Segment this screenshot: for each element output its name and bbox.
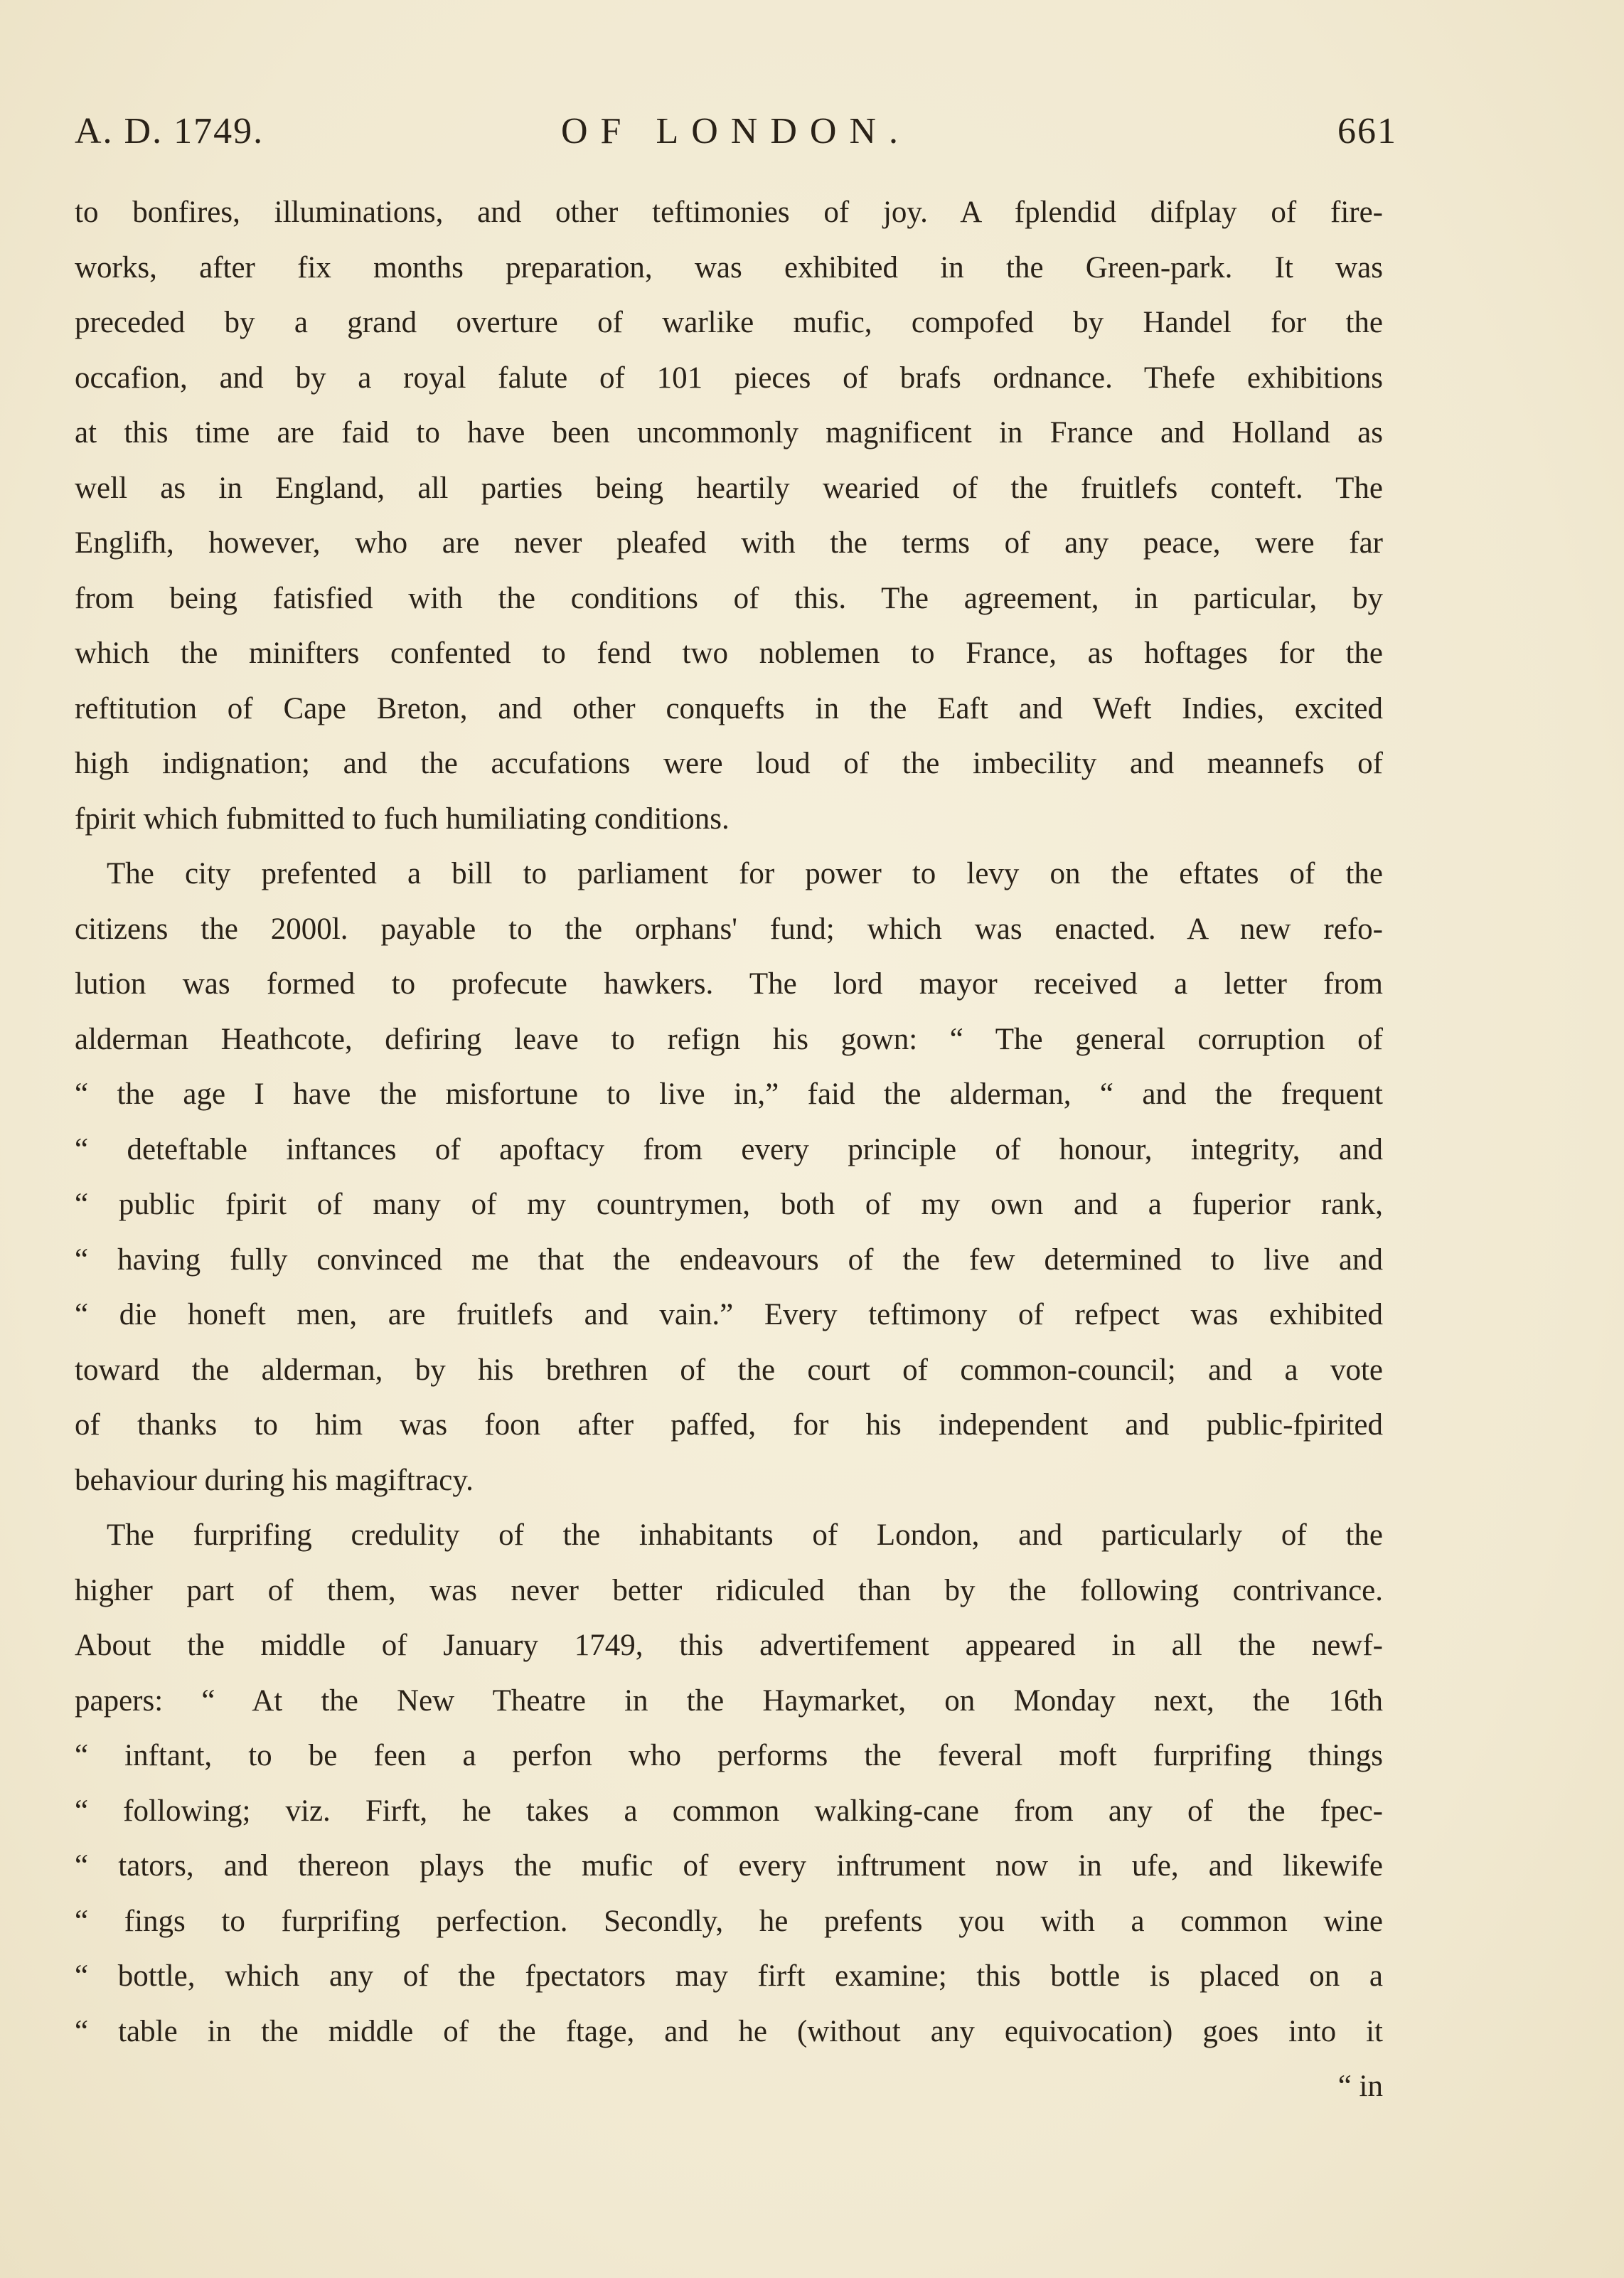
text-line: “ bottle, which any of the fpectators may firft examine; this bottle is placed on a xyxy=(75,1959,1383,1993)
text-line: from being fatisfied with the conditions of this. The agreement, in particular, by xyxy=(75,581,1383,615)
text-line: high indignation; and the accufations were loud of the imbecility and meannefs of xyxy=(75,747,1383,780)
header-title: OF LONDON. xyxy=(561,111,911,151)
text-line: “ public fpirit of many of my countrymen, both of my own and a fuperior rank, xyxy=(75,1188,1383,1221)
text-line: of thanks to him was foon after paffed, for his independent and public-fpirited xyxy=(75,1408,1383,1442)
running-header xyxy=(75,107,1397,156)
text-line: well as in England, all parties being heartily wearied of the fruitlefs conteft. The xyxy=(75,471,1383,505)
text-line: “ tators, and thereon plays the mufic of every inftrument now in ufe, and likewife xyxy=(75,1849,1383,1883)
text-line: About the middle of January 1749, this advertifement appeared in all the newf- xyxy=(75,1629,1383,1662)
page-number: 661 xyxy=(1337,111,1397,151)
text-line: “ fings to furprifing perfection. Secondly, he prefents you with a common wine xyxy=(75,1904,1383,1938)
text-line: fpirit which fubmitted to fuch humiliating conditions. xyxy=(75,802,730,836)
text-line: The furprifing credulity of the inhabitants of London, and particularly of the xyxy=(107,1518,1383,1552)
text-line: at this time are faid to have been uncommonly magnificent in France and Holland as xyxy=(75,416,1383,449)
text-line: preceded by a grand overture of warlike mufic, compofed by Handel for the xyxy=(75,306,1383,339)
header-year: A. D. 1749. xyxy=(75,111,265,151)
text-line: Englifh, however, who are never pleafed with the terms of any peace, were far xyxy=(75,526,1383,560)
text-line: “ table in the middle of the ftage, and he (without any equivocation) goes into it xyxy=(75,2014,1383,2048)
text-line: works, after fix months preparation, was exhibited in the Green-park. It was xyxy=(75,250,1383,284)
text-line: toward the alderman, by his brethren of the court of common-council; and a vote xyxy=(75,1353,1383,1387)
text-line: “ inftant, to be feen a perfon who performs the feveral moft furprifing things xyxy=(75,1739,1383,1772)
text-line: “ the age I have the misfortune to live in,” faid the alderman, “ and the frequent xyxy=(75,1077,1383,1111)
text-line: “ die honeft men, are fruitlefs and vain.” Every teftimony of refpect was exhibited xyxy=(75,1298,1383,1331)
text-line: to bonfires, illuminations, and other teftimonies of joy. A fplendid difplay of fire- xyxy=(75,196,1383,229)
body-text xyxy=(75,185,1383,2114)
text-line: reftitution of Cape Breton, and other conquefts in the Eaft and Weft Indies, excited xyxy=(75,691,1383,725)
text-line: “ deteftable inftances of apoftacy from every principle of honour, integrity, and xyxy=(75,1132,1383,1166)
text-line: behaviour during his magiftracy. xyxy=(75,1463,474,1497)
text-line: occafion, and by a royal falute of 101 pieces of brafs ordnance. Thefe exhibitions xyxy=(75,361,1383,395)
text-line: alderman Heathcote, defiring leave to refign his gown: “ The general corruption of xyxy=(75,1022,1383,1056)
text-line: papers: “ At the New Theatre in the Haymarket, on Monday next, the 16th xyxy=(75,1683,1383,1718)
text-line: The city prefented a bill to parliament for power to levy on the eftates of the xyxy=(107,857,1383,890)
text-line: “ having fully convinced me that the endeavours of the few determined to live and xyxy=(75,1242,1383,1277)
text-line: “ following; viz. Firft, he takes a common walking-cane from any of the fpec- xyxy=(75,1794,1383,1828)
text-line: citizens the 2000l. payable to the orphans' fund; which was enacted. A new refo- xyxy=(75,912,1383,946)
text-line: which the minifters confented to fend two noblemen to France, as hoftages for the xyxy=(75,637,1383,670)
catchword: “ in xyxy=(1337,2070,1383,2103)
text-line: higher part of them, was never better ridiculed than by the following contrivance. xyxy=(75,1573,1383,1607)
text-line: lution was formed to profecute hawkers. The lord mayor received a letter from xyxy=(75,967,1383,1001)
